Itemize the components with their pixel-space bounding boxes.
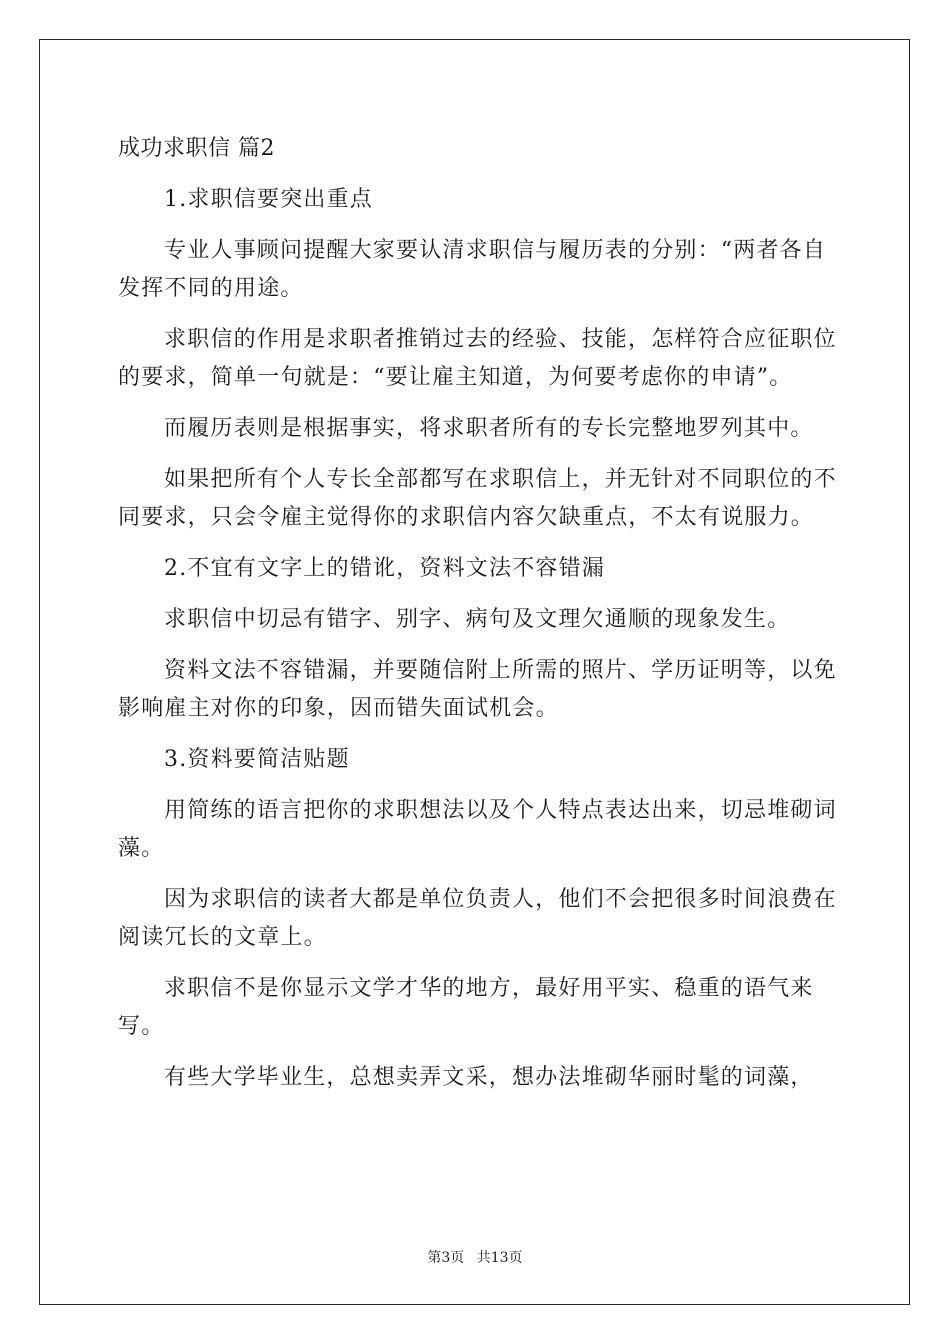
paragraph: 1.求职信要突出重点 — [164, 187, 373, 212]
paragraph: 2.不宜有文字上的错讹，资料文法不容错漏 — [164, 556, 605, 581]
document-title: 成功求职信 篇2 — [118, 136, 275, 161]
paragraph: 求职信中切忌有错字、别字、病句及文理欠通顺的现象发生。 — [164, 607, 791, 632]
paragraph: 因为求职信的读者大都是单位负责人，他们不会把很多时间浪费在阅读冗长的文章上。 — [118, 887, 837, 950]
paragraph: 3.资料要简洁贴题 — [164, 747, 350, 772]
paragraph: 如果把所有个人专长全部都写在求职信上，并无针对不同职位的不同要求，只会令雇主觉得你的求职信内容欠缺重点，不太有说服力。 — [118, 467, 837, 530]
page-number-current: 第3页 — [427, 1250, 465, 1266]
paragraph: 用简练的语言把你的求职想法以及个人特点表达出来，切忌堆砌词藻。 — [118, 798, 837, 861]
paragraph: 求职信的作用是求职者推销过去的经验、技能，怎样符合应征职位的要求，简单一句就是：“要让雇主知道，为何要考虑你的申请”。 — [118, 327, 837, 390]
paragraph: 专业人事顾问提醒大家要认清求职信与履历表的分别：“两者各自发挥不同的用途。 — [118, 238, 827, 301]
document-body — [118, 130, 838, 1110]
paragraph: 而履历表则是根据事实，将求职者所有的专长完整地罗列其中。 — [164, 416, 814, 441]
paragraph: 求职信不是你显示文学才华的地方，最好用平实、稳重的语气来写。 — [118, 976, 814, 1039]
paragraph: 有些大学毕业生，总想卖弄文采，想办法堆砌华丽时髦的词藻， — [164, 1065, 814, 1090]
page-footer — [0, 1247, 950, 1267]
paragraph: 资料文法不容错漏，并要随信附上所需的照片、学历证明等，以免影响雇主对你的印象，因而错失面试机会。 — [118, 658, 837, 721]
page-number-total: 共13页 — [476, 1250, 523, 1266]
